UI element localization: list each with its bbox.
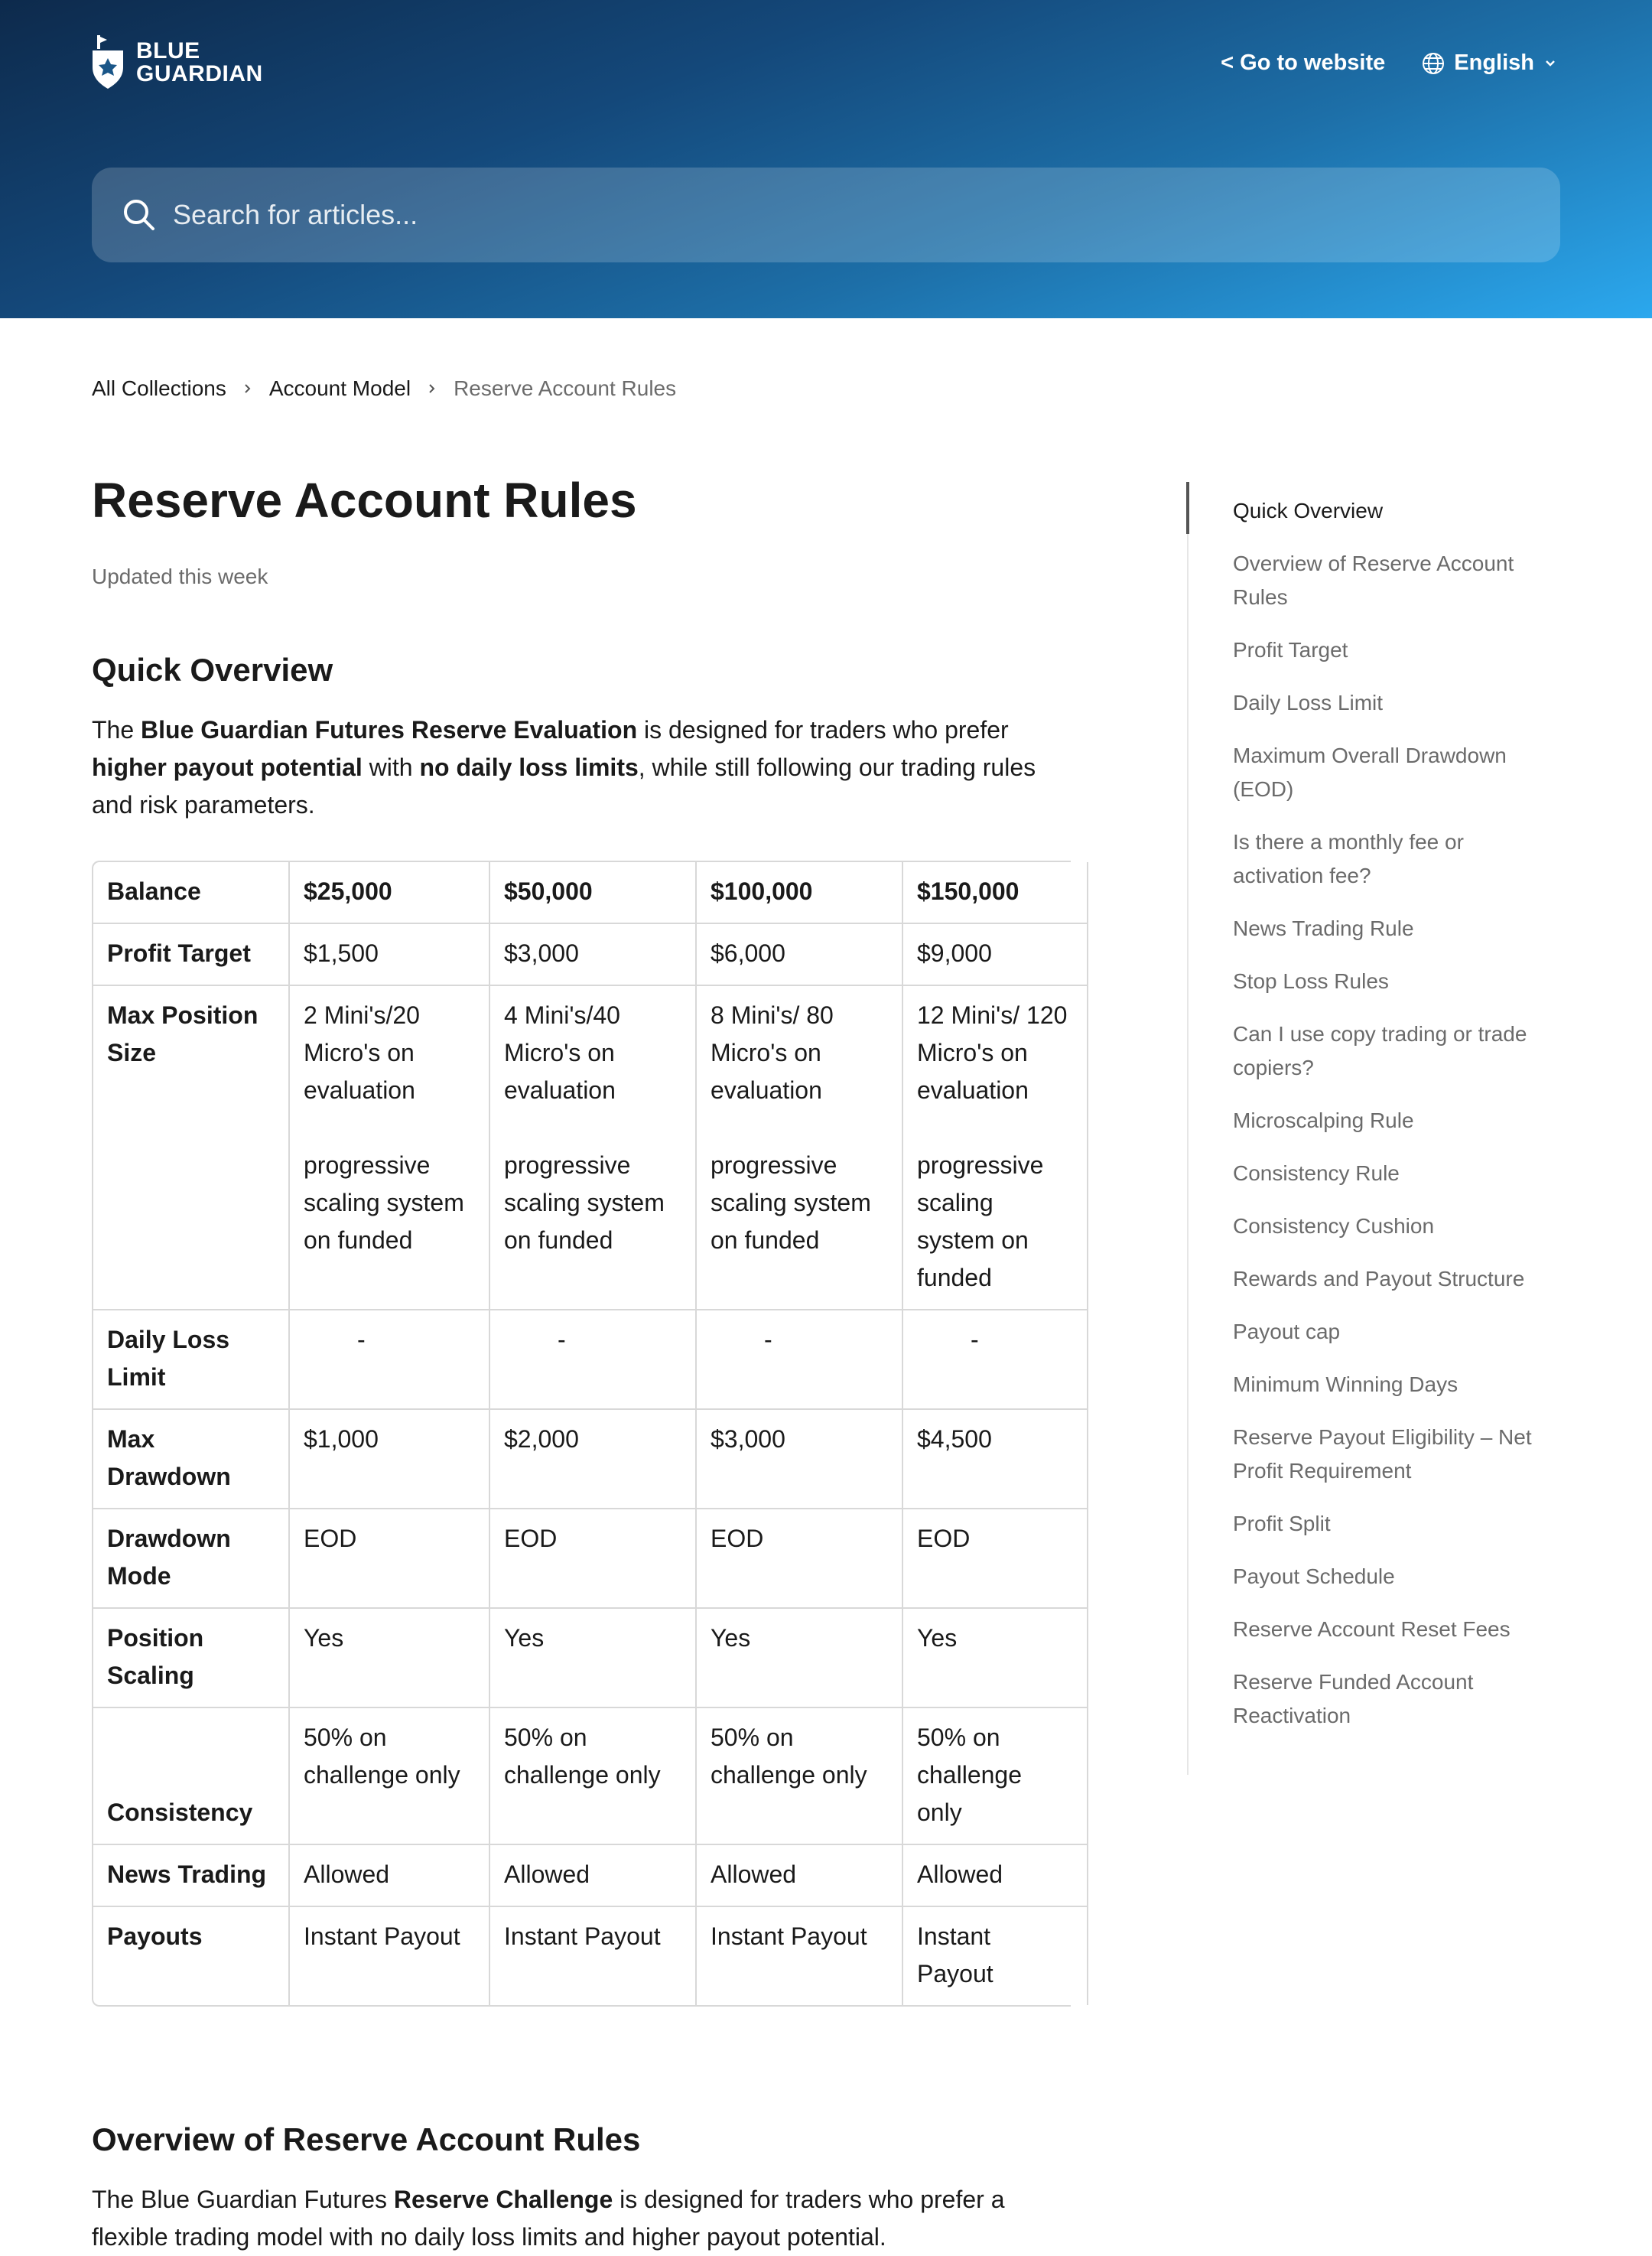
chevron-right-icon (426, 383, 438, 395)
table-cell: $1,000 (289, 1409, 489, 1509)
intro-paragraph: The Blue Guardian Futures Reserve Evaluation is designed for traders who prefer higher payout potential with no daily loss limits, while still following our trading rules and risk parameters. (92, 716, 1036, 819)
table-cell: Allowed (696, 1844, 902, 1906)
toc-item-quick-overview[interactable]: Quick Overview (1233, 499, 1384, 522)
table-cell: $3,000 (489, 923, 696, 985)
table-row (93, 1409, 1088, 1509)
quick-overview-heading: Quick Overview (92, 652, 333, 688)
table-cell: $25,000 (289, 862, 489, 923)
toc-item-reactivation[interactable]: Reserve Funded Account Reactivation (1233, 1670, 1474, 1727)
table-cell: - (696, 1310, 902, 1409)
table-cell: 4 Mini's/40 Micro's on evaluation progressive scaling system on funded (489, 985, 696, 1310)
search-icon (122, 198, 156, 232)
table-row-header: Profit Target (93, 923, 289, 985)
table-cell: Yes (696, 1608, 902, 1707)
language-label: English (1454, 50, 1534, 75)
rules-table (93, 862, 1088, 2005)
table-cell: Instant Payout (696, 1906, 902, 2005)
toc-item-max-drawdown[interactable]: Maximum Overall Drawdown (EOD) (1233, 744, 1507, 801)
table-cell: Yes (902, 1608, 1088, 1707)
go-to-website-link[interactable]: < Go to website (1221, 50, 1386, 75)
table-cell: Allowed (489, 1844, 696, 1906)
table-row (93, 862, 1088, 923)
chevron-right-icon (242, 383, 254, 395)
table-cell: - (489, 1310, 696, 1409)
table-cell: Allowed (289, 1844, 489, 1906)
chevron-down-icon (1543, 57, 1557, 70)
table-cell: Instant Payout (902, 1906, 1088, 2005)
table-cell: 12 Mini's/ 120 Micro's on evaluation progressive scaling system on funded (902, 985, 1088, 1310)
brand-name: BLUE GUARDIAN (136, 38, 263, 86)
table-row-header: Payouts (93, 1906, 289, 2005)
toc-item-reset-fees[interactable]: Reserve Account Reset Fees (1233, 1617, 1511, 1641)
table-row (93, 1844, 1088, 1906)
table-cell: Yes (289, 1608, 489, 1707)
rules-table-container[interactable] (92, 861, 1071, 2007)
table-row (93, 985, 1088, 1310)
table-row (93, 1707, 1088, 1844)
table-cell: Yes (489, 1608, 696, 1707)
updated-label: Updated this week (92, 565, 268, 588)
overview-heading: Overview of Reserve Account Rules (92, 2121, 641, 2157)
table-row (93, 1608, 1088, 1707)
table-cell: - (289, 1310, 489, 1409)
globe-icon (1422, 52, 1445, 75)
toc-item-payout-schedule[interactable]: Payout Schedule (1233, 1564, 1395, 1588)
toc-track (1187, 482, 1189, 1775)
table-row-header: Daily Loss Limit (93, 1310, 289, 1409)
toc-item-payout-eligibility[interactable]: Reserve Payout Eligibility – Net Profit Requirement (1233, 1425, 1532, 1483)
table-cell: - (902, 1310, 1088, 1409)
article (92, 468, 1071, 2256)
table-cell: 50% on challenge only (696, 1707, 902, 1844)
toc-item-consistency-rule[interactable]: Consistency Rule (1233, 1161, 1400, 1185)
table-row (93, 1509, 1088, 1608)
shield-logo-icon (90, 35, 125, 90)
toc-item-min-winning-days[interactable]: Minimum Winning Days (1233, 1372, 1459, 1396)
table-cell: $6,000 (696, 923, 902, 985)
table-cell: EOD (902, 1509, 1088, 1608)
toc-item-payout-cap[interactable]: Payout cap (1233, 1320, 1341, 1343)
table-cell: Allowed (902, 1844, 1088, 1906)
table-cell: $4,500 (902, 1409, 1088, 1509)
search-bar[interactable] (92, 168, 1560, 262)
toc-item-microscalping[interactable]: Microscalping Rule (1233, 1108, 1414, 1132)
table-cell: $9,000 (902, 923, 1088, 985)
toc-item-consistency-cushion[interactable]: Consistency Cushion (1233, 1214, 1435, 1238)
table-row (93, 1310, 1088, 1409)
toc-item-profit-split[interactable]: Profit Split (1233, 1512, 1331, 1535)
toc-item-copy-trading[interactable]: Can I use copy trading or trade copiers? (1233, 1022, 1527, 1079)
table-cell: $3,000 (696, 1409, 902, 1509)
toc-item-monthly-fee[interactable]: Is there a monthly fee or activation fee? (1233, 830, 1464, 887)
site-header (0, 0, 1652, 318)
table-row-header: Max Position Size (93, 985, 289, 1310)
toc-item-daily-loss-limit[interactable]: Daily Loss Limit (1233, 691, 1384, 715)
brand-logo[interactable] (90, 35, 263, 90)
table-row-header: News Trading (93, 1844, 289, 1906)
table-cell: $50,000 (489, 862, 696, 923)
table-cell: Instant Payout (289, 1906, 489, 2005)
table-cell: $2,000 (489, 1409, 696, 1509)
table-cell: $1,500 (289, 923, 489, 985)
toc-item-stop-loss[interactable]: Stop Loss Rules (1233, 969, 1389, 993)
table-cell: 50% on challenge only (289, 1707, 489, 1844)
table-row-header: Drawdown Mode (93, 1509, 289, 1608)
table-cell: EOD (696, 1509, 902, 1608)
table-row (93, 1906, 1088, 2005)
table-cell: EOD (289, 1509, 489, 1608)
header-nav (1221, 50, 1557, 76)
breadcrumb-current: Reserve Account Rules (454, 376, 677, 400)
toc-list (1187, 482, 1539, 1733)
language-selector[interactable] (1422, 50, 1557, 76)
table-row-header: Consistency (93, 1707, 289, 1844)
table-of-contents (1187, 482, 1539, 1752)
toc-active-indicator (1186, 482, 1189, 534)
toc-item-news-trading[interactable]: News Trading Rule (1233, 916, 1414, 940)
table-cell: $100,000 (696, 862, 902, 923)
table-cell: 8 Mini's/ 80 Micro's on evaluation progressive scaling system on funded (696, 985, 902, 1310)
table-cell: 50% on challenge only (489, 1707, 696, 1844)
table-cell: Instant Payout (489, 1906, 696, 2005)
table-row-header: Max Drawdown (93, 1409, 289, 1509)
page-title: Reserve Account Rules (92, 473, 637, 528)
breadcrumb (92, 376, 676, 401)
breadcrumb-all-collections[interactable]: All Collections (92, 376, 226, 400)
table-cell: 2 Mini's/20 Micro's on evaluation progressive scaling system on funded (289, 985, 489, 1310)
table-cell: 50% on challenge only (902, 1707, 1088, 1844)
table-cell: $150,000 (902, 862, 1088, 923)
toc-item-profit-target[interactable]: Profit Target (1233, 638, 1348, 662)
table-row-header: Position Scaling (93, 1608, 289, 1707)
table-cell: EOD (489, 1509, 696, 1608)
search-input[interactable] (173, 199, 1473, 231)
overview-paragraph: The Blue Guardian Futures Reserve Challenge is designed for traders who prefer a flexible trading model with no daily loss limits and higher payout potential. (92, 2186, 1005, 2251)
table-cell: Balance (93, 862, 289, 923)
toc-item-overview[interactable]: Overview of Reserve Account Rules (1233, 552, 1514, 609)
toc-item-rewards-payout[interactable]: Rewards and Payout Structure (1233, 1267, 1525, 1291)
table-row (93, 923, 1088, 985)
breadcrumb-account-model[interactable]: Account Model (268, 376, 411, 400)
